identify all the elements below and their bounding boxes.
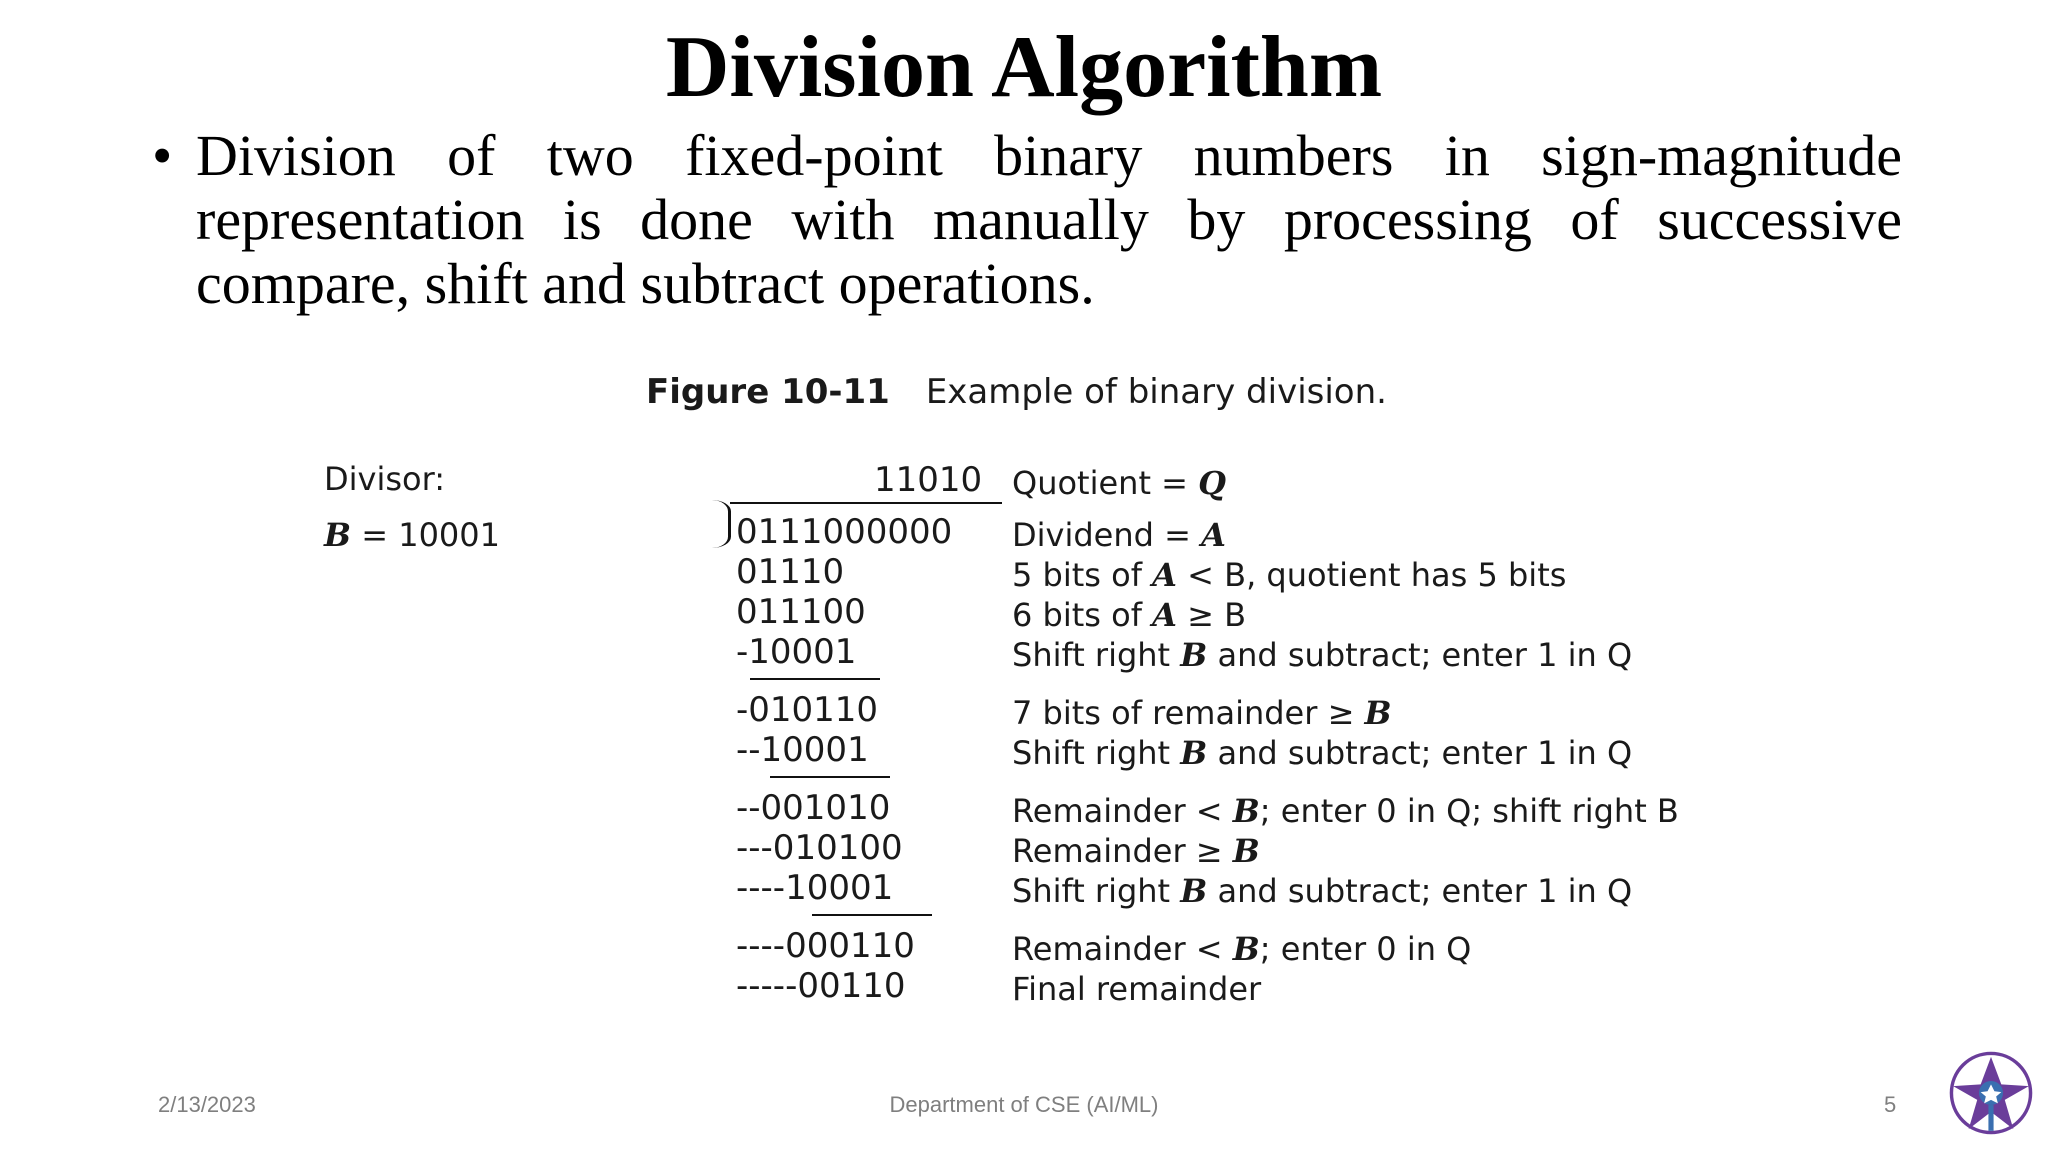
quotient-bar bbox=[730, 502, 1002, 504]
note: 5 bits of A < B, quotient has 5 bits bbox=[1012, 556, 1567, 594]
work-row: ----10001 bbox=[736, 868, 894, 908]
note: Quotient = Q bbox=[1012, 464, 1227, 502]
divisor-label: Divisor: bbox=[324, 460, 445, 498]
work-row: -010110 bbox=[736, 690, 879, 730]
institution-logo-icon bbox=[1948, 1050, 2034, 1136]
divisor-var: B bbox=[324, 516, 352, 554]
divisor-value bbox=[324, 516, 500, 554]
work-row: 01110 bbox=[736, 552, 845, 592]
footer-date: 2/13/2023 bbox=[158, 1092, 256, 1117]
binary-division-figure bbox=[300, 360, 1700, 1020]
note: 6 bits of A ≥ B bbox=[1012, 596, 1247, 634]
subtract-line bbox=[750, 678, 880, 680]
note: Remainder < B; enter 0 in Q bbox=[1012, 930, 1472, 968]
note: Shift right B and subtract; enter 1 in Q bbox=[1012, 872, 1633, 910]
work-row: -10001 bbox=[736, 632, 857, 672]
figure-caption-text: Example of binary division. bbox=[925, 372, 1387, 412]
work-row: ---010100 bbox=[736, 828, 903, 868]
footer-page-number: 5 bbox=[1884, 1092, 1897, 1117]
note: Final remainder bbox=[1012, 970, 1262, 1008]
work-row: ----000110 bbox=[736, 926, 915, 966]
slide-title: Division Algorithm bbox=[665, 19, 1383, 116]
figure-caption-label: Figure 10-11 bbox=[646, 372, 890, 412]
quotient-bits: 11010 bbox=[874, 460, 983, 500]
divisor-number: = 10001 bbox=[351, 516, 500, 554]
bullet-marker: • bbox=[152, 123, 173, 188]
note: Dividend = A bbox=[1012, 516, 1226, 554]
work-row: 011100 bbox=[736, 592, 866, 632]
work-row: -----00110 bbox=[736, 966, 906, 1006]
bullet-text: Division of two fixed-point binary numbers in sign-magnitude representation is done with manually by processing of successive compare, shift and subtract operations. bbox=[196, 123, 1902, 316]
subtract-line bbox=[812, 914, 932, 916]
note: 7 bits of remainder ≥ B bbox=[1012, 694, 1392, 732]
work-row: --001010 bbox=[736, 788, 891, 828]
work-row: --10001 bbox=[736, 730, 869, 770]
note: Shift right B and subtract; enter 1 in Q bbox=[1012, 636, 1633, 674]
footer-department: Department of CSE (AI/ML) bbox=[889, 1092, 1159, 1117]
subtract-line bbox=[770, 776, 890, 778]
division-bracket bbox=[712, 500, 731, 548]
note: Remainder ≥ B bbox=[1012, 832, 1260, 870]
note: Shift right B and subtract; enter 1 in Q bbox=[1012, 734, 1633, 772]
note: Remainder < B; enter 0 in Q; shift right B bbox=[1012, 792, 1679, 830]
work-row: 0111000000 bbox=[736, 512, 953, 552]
figure-caption bbox=[646, 372, 1387, 412]
